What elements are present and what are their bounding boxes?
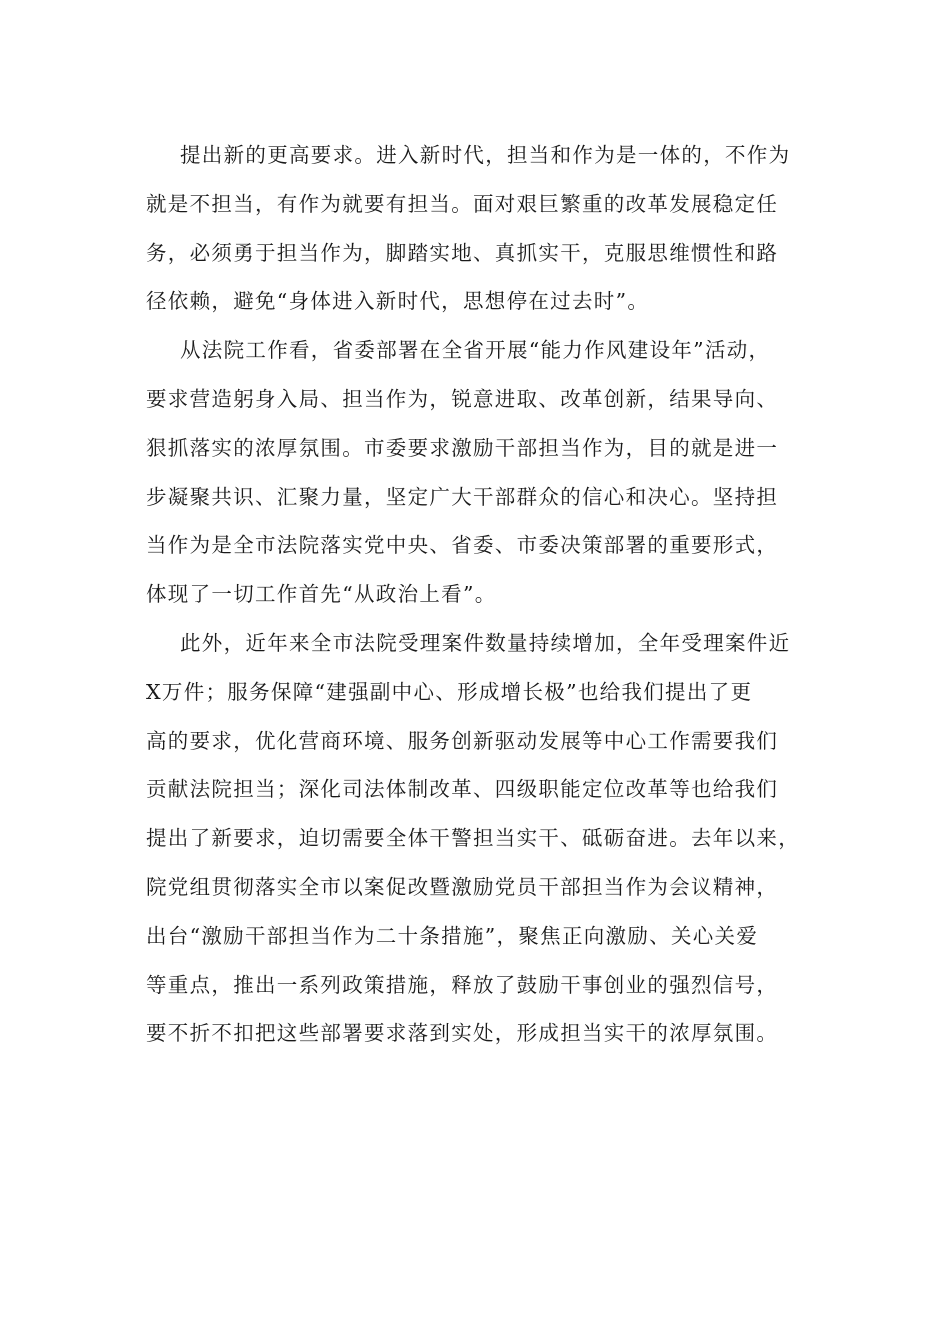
text-line: 务，必须勇于担当作为，脚踏实地、真抓实干，克服思维惯性和路 — [146, 240, 779, 265]
document-body — [146, 131, 826, 1058]
text-line: 狠抓落实的浓厚氛围。市委要求激励干部担当作为，目的就是进一 — [146, 435, 779, 460]
text-line: 院党组贯彻落实全市以案促改暨激励党员干部担当作为会议精神， — [146, 874, 779, 899]
text-line: 当作为是全市法院落实党中央、省委、市委决策部署的重要形式， — [146, 533, 779, 558]
paragraph-1 — [146, 131, 826, 326]
text-line: 要求营造躬身入局、担当作为，锐意进取、改革创新，结果导向、 — [146, 386, 779, 411]
text-line: 提出了新要求，迫切需要全体干警担当实干、砥砺奋进。去年以来， — [146, 826, 800, 851]
text-line: 贡献法院担当；深化司法体制改革、四级职能定位改革等也给我们 — [146, 777, 779, 802]
text-line: 要不折不扣把这些部署要求落到实处，形成担当实干的浓厚氛围。 — [146, 1021, 779, 1046]
text-line: 径依赖，避免“身体进入新时代，思想停在过去时”。 — [146, 289, 650, 314]
text-line: 体现了一切工作首先“从政治上看”。 — [146, 582, 497, 607]
text-line: 等重点，推出一系列政策措施，释放了鼓励干事创业的强烈信号， — [146, 972, 779, 997]
text-line: X万件；服务保障“建强副中心、形成增长极”也给我们提出了更 — [146, 679, 753, 704]
text-line: 就是不担当，有作为就要有担当。面对艰巨繁重的改革发展稳定任 — [146, 191, 779, 216]
text-line: 提出新的更高要求。进入新时代，担当和作为是一体的，不作为 — [180, 143, 791, 167]
paragraph-2 — [146, 326, 826, 619]
paragraph-3 — [146, 619, 826, 1058]
text-line: 此外，近年来全市法院受理案件数量持续增加，全年受理案件近 — [180, 630, 791, 655]
text-line: 高的要求，优化营商环境、服务创新驱动发展等中心工作需要我们 — [146, 728, 779, 753]
text-line: 从法院工作看，省委部署在全省开展“能力作风建设年”活动， — [180, 338, 771, 363]
text-line: 出台“激励干部担当作为二十条措施”，聚焦正向激励、关心关爱 — [146, 923, 759, 948]
text-line: 步凝聚共识、汇聚力量，坚定广大干部群众的信心和决心。坚持担 — [146, 484, 779, 509]
